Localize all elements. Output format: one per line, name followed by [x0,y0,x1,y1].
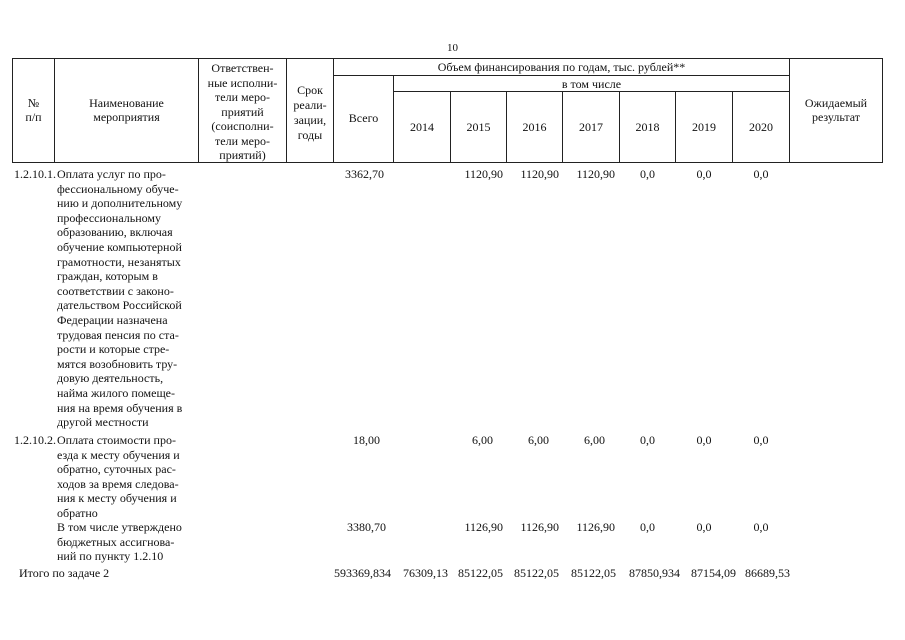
header-including: в том числе [561,77,622,91]
header-year-2019: 2019 [692,120,716,134]
total-2018: 87850,934 [629,566,680,580]
row-value-2015: 1120,90 [464,167,503,181]
row-total: 18,00 [353,433,380,447]
header-funding: Объем финансирования по годам, тыс. рублей** [437,60,686,74]
row-value-2017: 1120,90 [576,167,615,181]
row-value-2016: 6,00 [528,433,549,447]
row-value-2016: 1120,90 [520,167,559,181]
header-executors: Ответствен- ные исполни- тели меро- приятий (соисполни- тели меро- приятий) [207,61,278,162]
total-2020: 86689,53 [745,566,790,580]
row-value-2018: 0,0 [640,433,655,447]
total-label: Итого по задаче 2 [19,566,110,580]
row-number: 1.2.10.1. [14,167,56,181]
header-result: Ожидаемый результат [804,96,868,124]
row-value-2015: 6,00 [472,433,493,447]
total-2014: 76309,13 [403,566,448,580]
row-value-2017: 6,00 [584,433,605,447]
page-number: 10 [447,42,458,54]
total-2016: 85122,05 [514,566,559,580]
row-value-2016: 1126,90 [520,520,559,534]
header-term: Срок реали- зации, годы [293,83,327,142]
row-total: 3362,70 [345,167,384,181]
header-year-2018: 2018 [635,120,660,134]
row-value-2020: 0,0 [753,167,769,181]
row-value-2019: 0,0 [696,167,712,181]
row-value-2020: 0,0 [753,433,769,447]
header-num: № п/п [25,96,42,124]
row-name: Оплата услуг по про- фессиональному обуче- нию и дополнительному профессиональному образованию, включая обучение компьютерной грамотности, незанятых граждан, которым в соответствии с законо- дательством Российской Федерации назначена трудовая пенсия по ста- рости и которые стре- мятся возобновить тру- довую деятельность, найма жилого помеще- ния на время обучения в другой местности [57,167,183,430]
header-year-2017: 2017 [579,120,603,134]
header-year-2015: 2015 [466,120,491,134]
row-total: 3380,70 [347,520,386,534]
row-number: 1.2.10.2. [14,433,56,447]
header-name: Наименование мероприятия [89,96,164,124]
row-name: Оплата стоимости про- езда к месту обучения и обратно, суточных рас- ходов за время следова- ния к месту обучения и обратно [57,433,180,520]
row-value-2019: 0,0 [696,520,712,534]
row-value-2015: 1126,90 [464,520,503,534]
row-value-2019: 0,0 [696,433,712,447]
row-value-2020: 0,0 [753,520,769,534]
header-year-2014: 2014 [410,120,434,134]
header-total: Всего [348,111,379,125]
total-2019: 87154,09 [691,566,736,580]
row-value-2018: 0,0 [640,520,655,534]
header-year-2016: 2016 [522,120,547,134]
row-value-2017: 1126,90 [576,520,615,534]
row-name: В том числе утверждено бюджетных ассигнова- ний по пункту 1.2.10 [57,520,182,564]
total-2015: 85122,05 [458,566,503,580]
total-2017: 85122,05 [571,566,616,580]
total-sum: 593369,834 [334,566,391,580]
row-value-2018: 0,0 [640,167,655,181]
header-year-2020: 2020 [749,120,773,134]
